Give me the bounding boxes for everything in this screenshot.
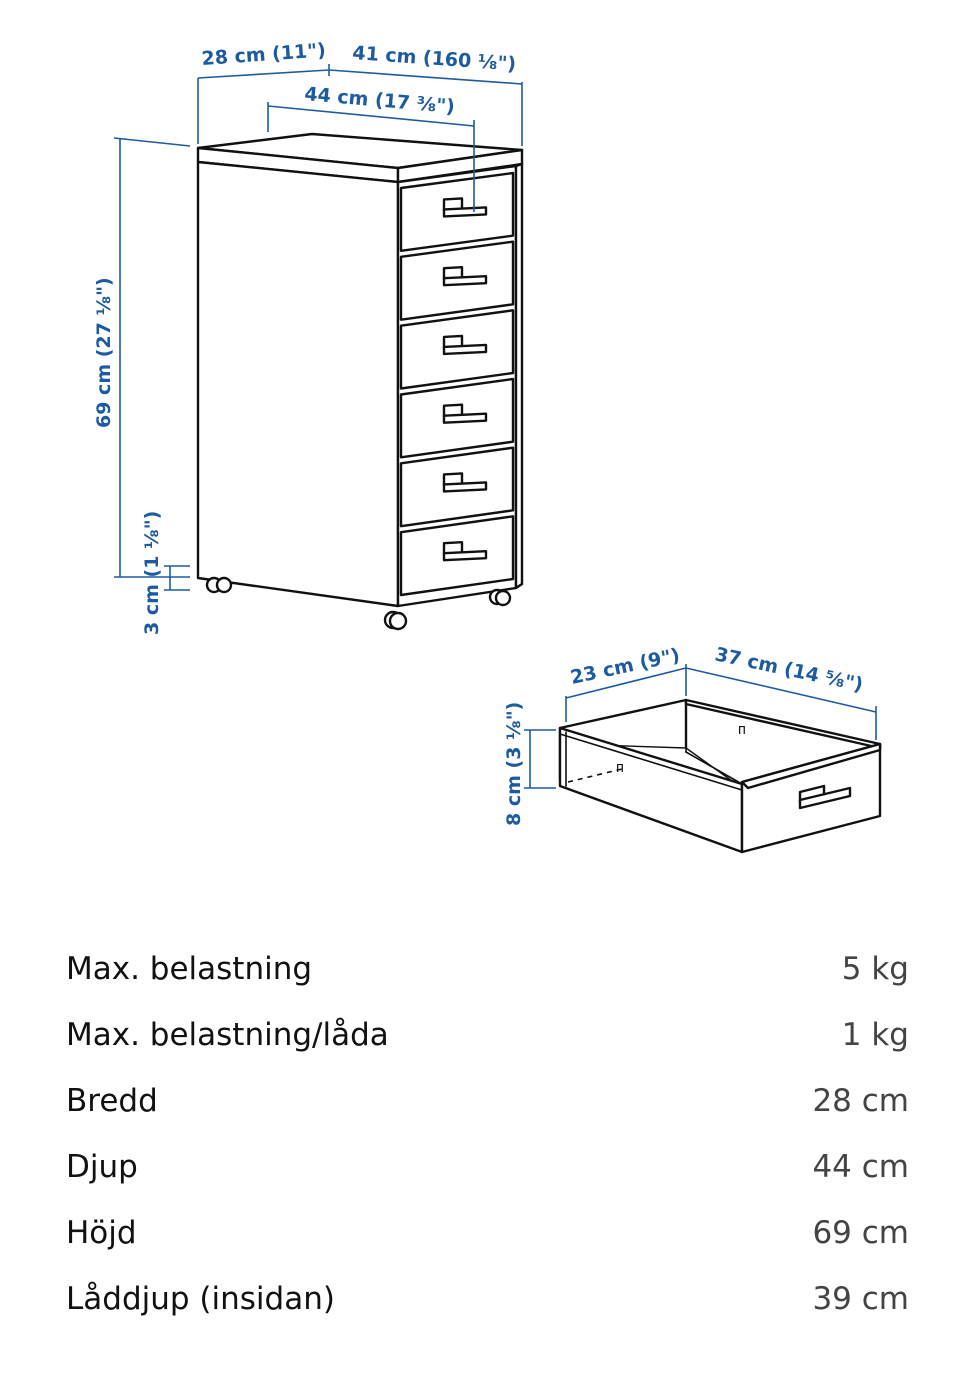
measurement-label: Höjd [66,1215,137,1251]
drawer-depth-label: 37 cm (14 ⅝") [712,643,865,697]
caster-height-dimension [141,511,190,635]
drawer-handle-grip [444,551,486,560]
measurement-row [66,1068,909,1134]
drawer-height-dimension [503,702,556,826]
measurement-label: Max. belastning/låda [66,1017,389,1053]
drawer-handle-grip [444,482,486,491]
drawer-handle-grip [444,207,486,216]
caster-front-right [385,612,406,629]
drawer-width-label: 23 cm (9") [568,644,682,689]
measurement-row [66,1134,909,1200]
caster-height-label: 3 cm (1 ⅛") [141,510,163,635]
measurement-value: 44 cm [812,1149,909,1185]
measurement-value: 28 cm [812,1083,909,1119]
drawer-handle-grip [444,276,486,285]
caster-front-left [207,578,231,592]
measurement-value: 69 cm [812,1215,909,1251]
cabinet-width-label: 28 cm (11") [200,39,327,70]
cabinet-depth-label: 44 cm (17 ⅜") [303,83,456,119]
measurement-value: 39 cm [812,1281,909,1317]
measurement-label: Låddjup (insidan) [66,1281,335,1317]
drawer-handle-grip [444,345,486,354]
drawer-height-label: 8 cm (3 ⅛") [503,701,525,826]
measurement-row [66,1200,909,1266]
cabinet-height-label: 69 cm (27 ⅛") [93,277,115,428]
caster-back-right [490,590,510,605]
drawer-illustration [560,700,880,852]
measurement-value: 1 kg [841,1017,909,1053]
svg-text:ᴨ: ᴨ [616,760,624,776]
measurement-label: Bredd [66,1083,158,1119]
measurement-row [66,936,909,1002]
measurement-label: Djup [66,1149,138,1185]
measurement-value: 5 kg [841,951,909,987]
product-measurements-list [66,936,909,1332]
cabinet-drawer-width-label: 41 cm (160 ⅛") [351,42,517,76]
measurement-row [66,1002,909,1068]
measurement-label: Max. belastning [66,951,313,987]
drawer-handle-grip [444,414,486,423]
measurement-row [66,1266,909,1332]
svg-text:ᴨ: ᴨ [738,722,746,738]
